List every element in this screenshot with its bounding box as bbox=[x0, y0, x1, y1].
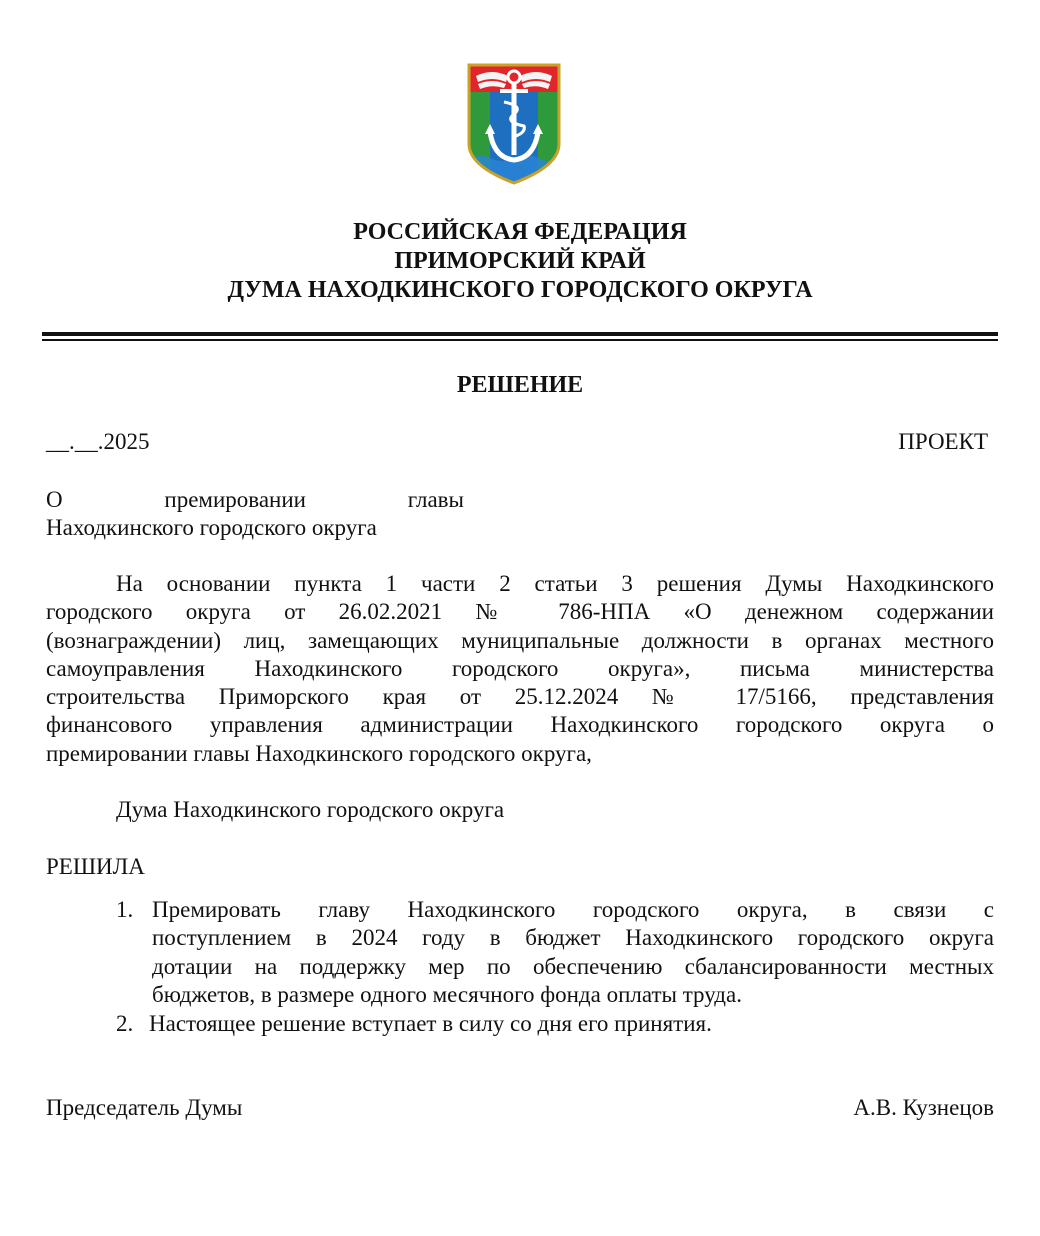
council-statement: Дума Находкинского городского округа bbox=[116, 797, 505, 822]
preamble-line: премировании главы Находкинского городского округа, bbox=[46, 740, 592, 766]
coat-of-arms-emblem bbox=[466, 62, 562, 186]
preamble-line: самоуправления Находкинского городского округа», письма министерства bbox=[46, 655, 994, 681]
header-divider-thick bbox=[42, 332, 998, 336]
council-name: ДУМА НАХОДКИНСКОГО ГОРОДСКОГО ОКРУГА bbox=[227, 277, 813, 303]
preamble-line: (вознаграждении) лиц, замещающих муниципальные должности в органах местного bbox=[46, 627, 994, 653]
subject-line: Находкинского городского округа bbox=[46, 515, 377, 541]
preamble-line: На основании пункта 1 части 2 статьи 3 решения Думы Находкинского bbox=[116, 571, 994, 596]
item-line: бюджетов, в размере одного месячного фонда оплаты труда. bbox=[152, 981, 742, 1007]
document-date: __.__.2025 bbox=[46, 429, 150, 454]
item-line: поступлением в 2024 году в бюджет Находкинского городского округа bbox=[152, 925, 994, 951]
region-name: ПРИМОРСКИЙ КРАЙ bbox=[394, 248, 646, 274]
decision-item-1 bbox=[152, 896, 994, 1009]
preamble-line: строительства Приморского края от 25.12.2024 № 17/5166, представления bbox=[46, 684, 994, 710]
subject-line: О премировании главы bbox=[46, 487, 464, 512]
issuer-header bbox=[0, 218, 1040, 305]
preamble-line: финансового управления администрации Находкинского городского округа о bbox=[46, 712, 994, 738]
header-divider-thin bbox=[42, 339, 998, 341]
item-number: 1. bbox=[116, 897, 134, 922]
preamble-paragraph bbox=[46, 570, 994, 768]
document-subject bbox=[46, 486, 464, 543]
signatory-position: Председатель Думы bbox=[46, 1095, 243, 1120]
item-line: дотации на поддержку мер по обеспечению сбалансированности местных bbox=[152, 953, 994, 979]
preamble-line: городского округа от 26.02.2021 № 786-НПА «О денежном содержании bbox=[46, 599, 994, 625]
country-name: РОССИЙСКАЯ ФЕДЕРАЦИЯ bbox=[353, 219, 687, 245]
decided-heading: РЕШИЛА bbox=[46, 854, 145, 879]
signatory-name: А.В. Кузнецов bbox=[853, 1095, 994, 1120]
item-number: 2. bbox=[116, 1011, 134, 1036]
decision-item-2: Настоящее решение вступает в силу со дня его принятия. bbox=[149, 1011, 712, 1036]
item-line: Премировать главу Находкинского городского округа, в связи с bbox=[152, 897, 994, 922]
document-type-title: РЕШЕНИЕ bbox=[456, 372, 584, 398]
document-status: ПРОЕКТ bbox=[898, 429, 988, 454]
